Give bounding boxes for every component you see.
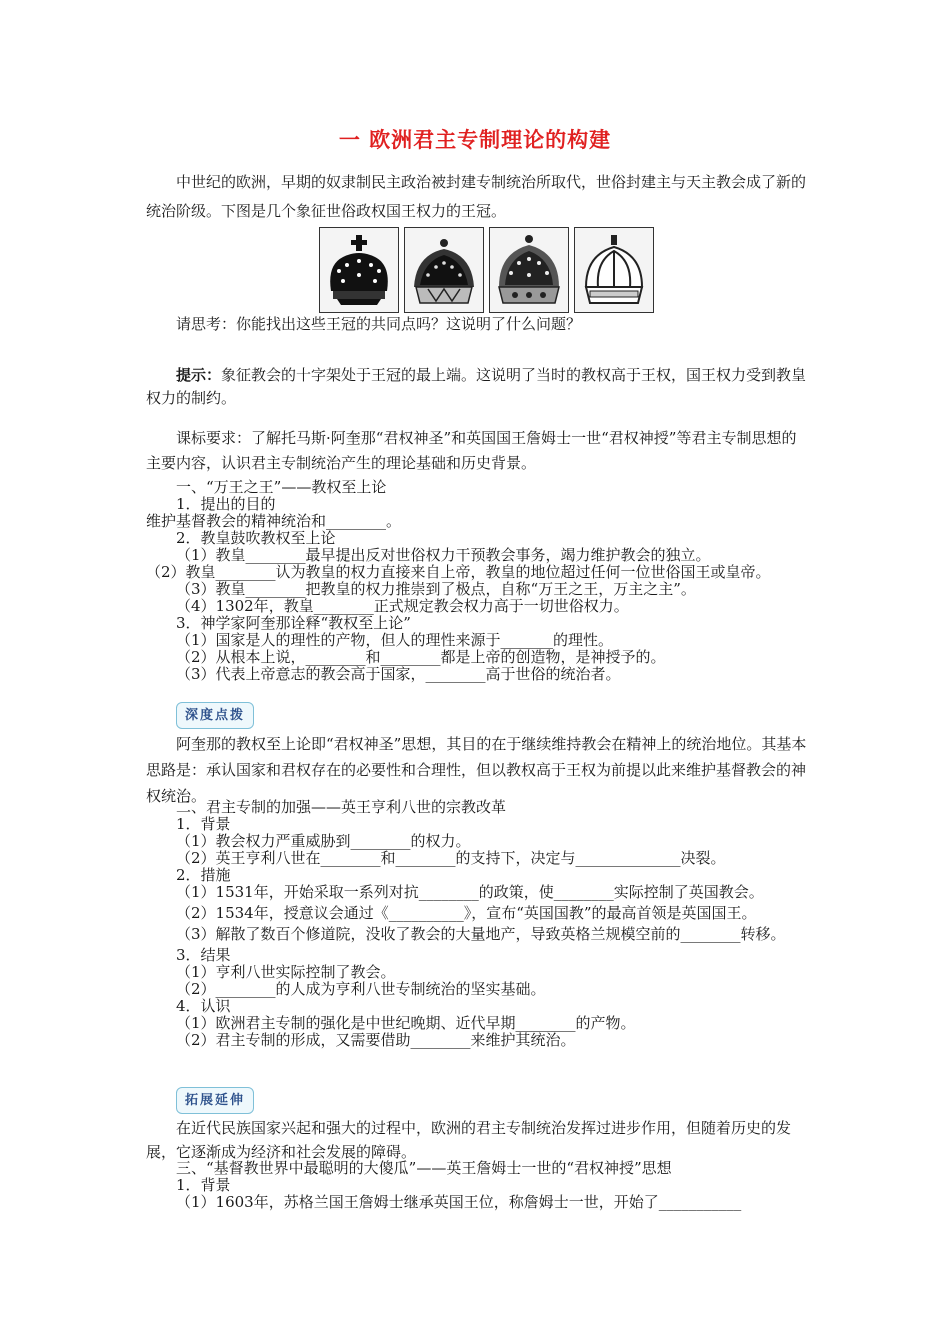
s2-line: （2）君主专制的形成，又需要借助________来维护其统治。 (176, 1031, 576, 1049)
s2-line: 4．认识 (176, 997, 231, 1015)
hint-label: 提示： (176, 366, 222, 384)
s2-line: 2．措施 (176, 866, 231, 884)
s2-line: （2）________的人成为亨利八世专制统治的坚实基础。 (176, 980, 546, 998)
s2-line: （3）解散了数百个修道院，没收了教会的大量地产，导致英格兰规模空前的________转移。 (176, 925, 786, 943)
section-1-heading: 一、“万王之王”——教权至上论 (176, 478, 387, 496)
page-title: 一 欧洲君主专制理论的构建 (338, 128, 612, 152)
s1-line: 3．神学家阿奎那诠释“教权至上论” (176, 614, 411, 632)
crown-images (319, 227, 654, 311)
question-text: 请思考：你能找出这些王冠的共同点吗？这说明了什么问题？ (176, 315, 582, 333)
s2-line: （1）1531年，开始采取一系列对抗________的政策，使________实际控制了英国教会。 (176, 883, 764, 901)
s1-line: 2．教皇鼓吹教权至上论 (176, 529, 336, 547)
s2-line: 1．背景 (176, 815, 231, 833)
section-3 (146, 1160, 808, 1211)
s2-line: （2）1534年，授意议会通过《__________》，宣布“英国国教”的最高首领是英国国王。 (176, 904, 757, 922)
s1-line: （3）代表上帝意志的教会高于国家，________高于世俗的统治者。 (176, 665, 621, 683)
section-2-heading: 二、君主专制的加强——英王亨利八世的宗教改革 (176, 798, 507, 816)
insight-1 (146, 702, 808, 809)
s1-line: 维护基督教会的精神统治和________。 (146, 512, 402, 530)
s2-line: （1）亨利八世实际控制了教会。 (176, 963, 396, 981)
s1-line: 1．提出的目的 (176, 495, 276, 513)
hint-block (146, 364, 808, 410)
s3-line: （1）1603年，苏格兰国王詹姆士继承英国王位，称詹姆士一世，开始了___________ (176, 1193, 742, 1211)
s1-line: （1）教皇________最早提出反对世俗权力干预教会事务，竭力维护教会的独立。 (176, 546, 711, 564)
insight-2-text: 在近代民族国家兴起和强大的过程中，欧洲的君主专制统治发挥过进步作用，但随着历史的发展，它逐渐成为经济和社会发展的障碍。 (146, 1119, 792, 1161)
s2-line: 3．结果 (176, 946, 231, 964)
s2-line: （2）英王亨利八世在________和________的支持下，决定与______________决裂。 (176, 849, 726, 867)
section-3-heading: 三、“基督教世界中最聪明的大傻瓜”——英王詹姆士一世的“君权神授”思想 (176, 1159, 672, 1177)
section-1 (146, 479, 808, 683)
insight-1-text: 阿奎那的教权至上论即“君权神圣”思想，其目的在于继续维持教会在精神上的统治地位。其基本思路是：承认国家和君权存在的必要性和合理性，但以教权高于王权为前提以此来维护基督教会的神权统治。 (146, 735, 807, 805)
standard-text: 课标要求：了解托马斯·阿奎那“君权神圣”和英国国王詹姆士一世“君权神授”等君主专制思想的主要内容，认识君主专制统治产生的理论基础和历史背景。 (146, 429, 797, 472)
crown-ornate-icon (489, 227, 569, 313)
s2-line: （1）教会权力严重威胁到________的权力。 (176, 832, 471, 850)
intro-paragraph: 中世纪的欧洲，早期的奴隶制民主政治被封建专制统治所取代，世俗封建主与天主教会成了新的统治阶级。下图是几个象征世俗政权国王权力的王冠。 (146, 173, 807, 220)
crown-cross-icon (319, 227, 399, 313)
s1-line: （2）从根本上说，________和________都是上帝的创造物，是神授予的。 (176, 648, 666, 666)
hint-paragraph (146, 364, 808, 410)
intro-section (146, 168, 808, 226)
s2-line: （1）欧洲君主专制的强化是中世纪晚期、近代早期________的产物。 (176, 1014, 636, 1032)
standard-block (146, 426, 808, 476)
badge-extension: 拓展延伸 (176, 1087, 254, 1114)
s1-line: （2）教皇________认为教皇的权力直接来自上帝，教皇的地位超过任何一位世俗国王或皇帝。 (146, 563, 771, 581)
section-2 (146, 799, 808, 1049)
hint-text: 象征教会的十字架处于王冠的最上端。这说明了当时的教权高于王权，国王权力受到教皇权力的制约。 (146, 366, 807, 407)
crown-dome-icon (404, 227, 484, 313)
crown-white-icon (574, 227, 654, 313)
insight-2 (146, 1087, 808, 1164)
badge-deep-insight: 深度点拨 (176, 702, 254, 729)
s3-line: 1．背景 (176, 1176, 231, 1194)
s1-line: （1）国家是人的理性的产物，但人的理性来源于_______的理性。 (176, 631, 614, 649)
s1-line: （3）教皇________把教皇的权力推崇到了极点，自称“万王之王，万主之主”。 (176, 580, 696, 598)
question-block (146, 313, 808, 336)
s1-line: （4）1302年，教皇________正式规定教会权力高于一切世俗权力。 (176, 597, 629, 615)
